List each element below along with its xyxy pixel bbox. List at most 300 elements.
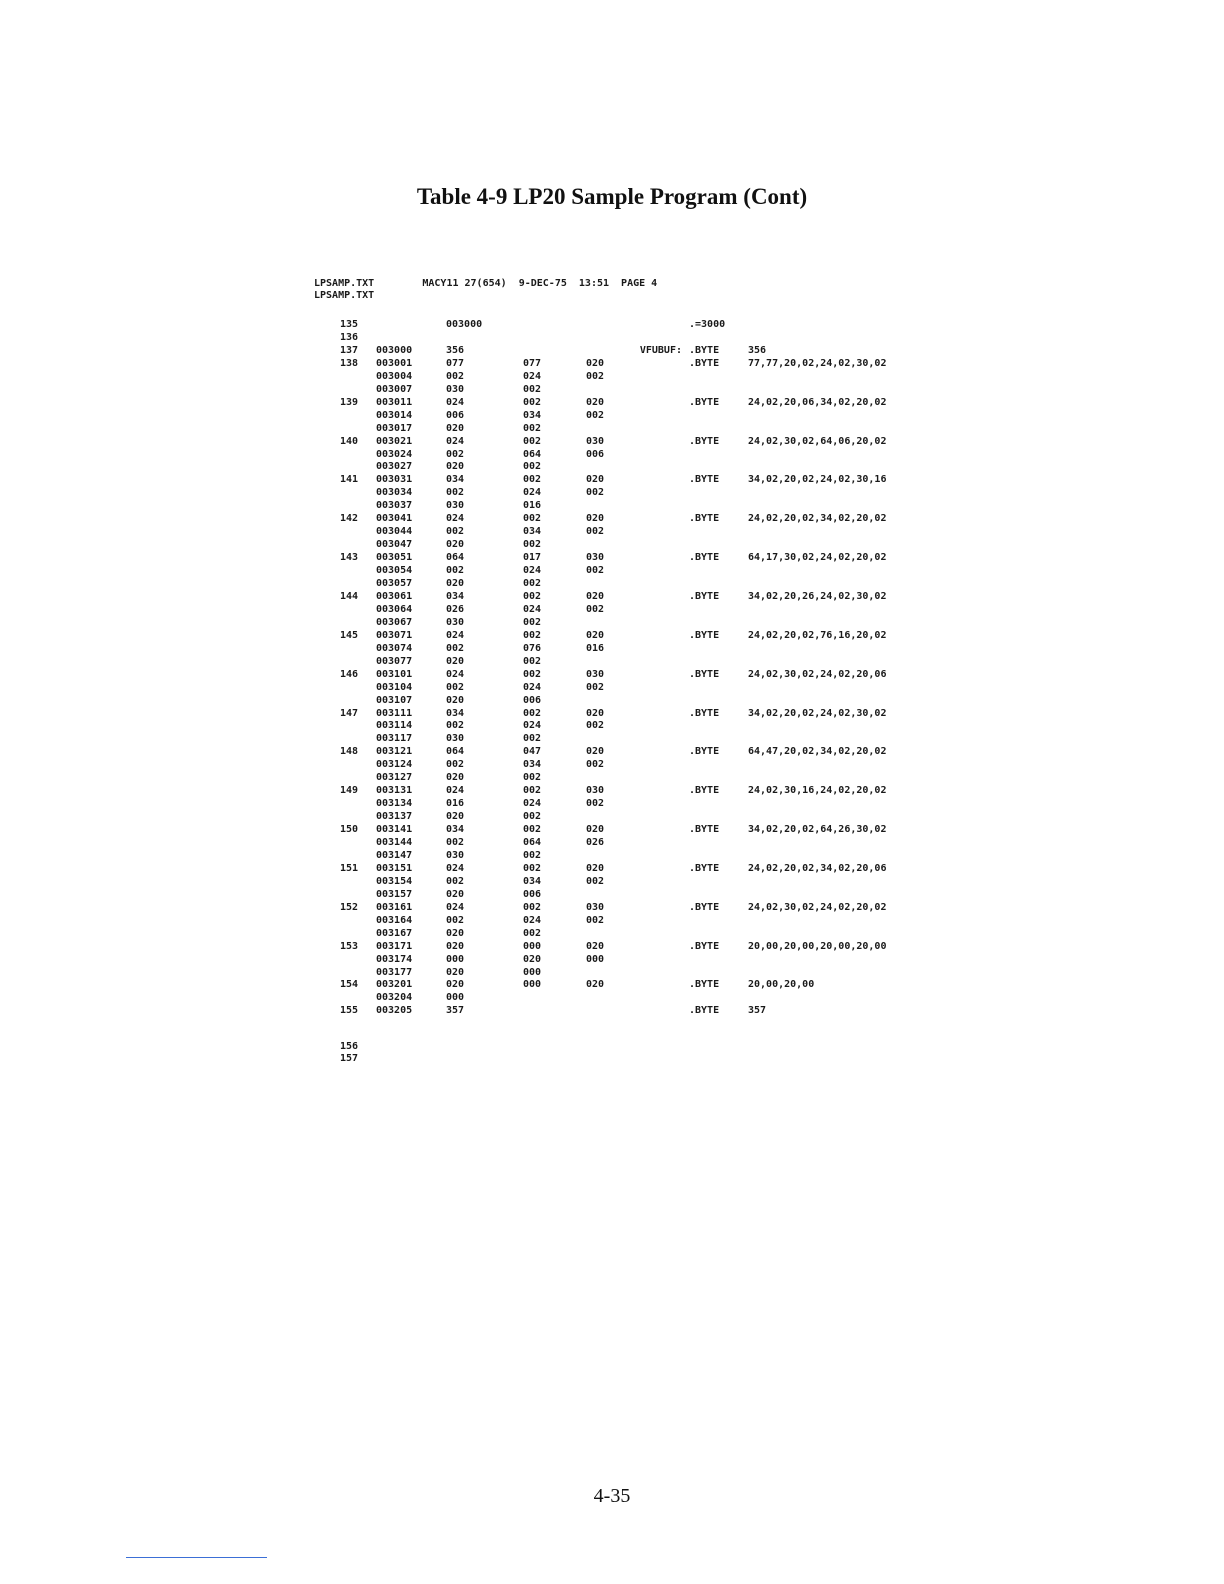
page-number: 4-35 bbox=[593, 1485, 631, 1507]
listing-byte-2: 024 bbox=[523, 798, 542, 810]
listing-operand: 20,00,20,00,20,00,20,00 bbox=[748, 940, 887, 952]
listing-byte-2: 002 bbox=[523, 590, 542, 602]
listing-directive: .BYTE bbox=[689, 862, 720, 874]
listing-directive: .BYTE bbox=[689, 940, 720, 952]
listing-byte-1: 002 bbox=[446, 487, 465, 499]
listing-address: 003054 bbox=[376, 565, 413, 577]
listing-row bbox=[314, 331, 934, 344]
listing-operand: 24,02,20,02,34,02,20,02 bbox=[748, 513, 887, 525]
listing-address: 003074 bbox=[376, 642, 413, 654]
listing-byte-3: 020 bbox=[586, 629, 605, 641]
listing-row bbox=[314, 953, 934, 966]
listing-line-number: 140 bbox=[339, 435, 358, 447]
listing-address: 003104 bbox=[376, 681, 413, 693]
listing-byte-1: 356 bbox=[446, 344, 465, 356]
listing-operand: 34,02,20,02,64,26,30,02 bbox=[748, 824, 887, 836]
listing-directive: .BYTE bbox=[689, 590, 720, 602]
listing-byte-1: 024 bbox=[446, 396, 465, 408]
listing-label: VFUBUF: bbox=[639, 344, 682, 356]
listing-byte-1: 002 bbox=[446, 875, 465, 887]
listing-byte-1: 030 bbox=[446, 500, 465, 512]
listing-address: 003127 bbox=[376, 772, 413, 784]
listing-directive: .BYTE bbox=[689, 629, 720, 641]
listing-operand: 34,02,20,26,24,02,30,02 bbox=[748, 590, 887, 602]
listing-row bbox=[314, 745, 934, 758]
listing-directive: .BYTE bbox=[689, 513, 720, 525]
listing-byte-2: 002 bbox=[523, 539, 542, 551]
listing-address: 003134 bbox=[376, 798, 413, 810]
listing-byte-1: 020 bbox=[446, 888, 465, 900]
listing-address: 003041 bbox=[376, 513, 413, 525]
listing-row bbox=[314, 318, 934, 331]
listing-byte-3: 002 bbox=[586, 487, 605, 499]
listing-operand: 24,02,20,02,34,02,20,06 bbox=[748, 862, 887, 874]
listing-byte-2: 076 bbox=[523, 642, 542, 654]
listing-byte-3: 030 bbox=[586, 785, 605, 797]
listing-row bbox=[314, 551, 934, 564]
listing-byte-2: 002 bbox=[523, 435, 542, 447]
listing-byte-1: 064 bbox=[446, 746, 465, 758]
listing-byte-3: 020 bbox=[586, 590, 605, 602]
listing-row bbox=[314, 642, 934, 655]
listing-address: 003077 bbox=[376, 655, 413, 667]
listing-row bbox=[314, 344, 934, 357]
listing-byte-1: 002 bbox=[446, 526, 465, 538]
listing-byte-1: 020 bbox=[446, 422, 465, 434]
listing-address: 003117 bbox=[376, 733, 413, 745]
listing-byte-1: 002 bbox=[446, 837, 465, 848]
listing-address: 003007 bbox=[376, 383, 413, 395]
listing-byte-2: 047 bbox=[523, 746, 542, 758]
listing-address: 003154 bbox=[376, 875, 413, 887]
listing-byte-2: 002 bbox=[523, 513, 542, 525]
listing-byte-3: 030 bbox=[586, 435, 605, 447]
listing-line-number: 138 bbox=[339, 357, 358, 369]
listing-byte-2: 002 bbox=[523, 901, 542, 913]
listing-byte-1: 020 bbox=[446, 927, 465, 939]
listing-row bbox=[314, 629, 934, 642]
listing-row bbox=[314, 538, 934, 551]
listing-address: 003051 bbox=[376, 552, 413, 564]
listing-header-line-2: LPSAMP.TXT bbox=[314, 290, 375, 301]
listing-byte-3: 002 bbox=[586, 875, 605, 887]
listing-row bbox=[314, 888, 934, 901]
listing-operand: 34,02,20,02,24,02,30,16 bbox=[748, 474, 887, 486]
listing-address: 003021 bbox=[376, 435, 413, 447]
listing-operand: 24,02,20,02,76,16,20,02 bbox=[748, 629, 887, 641]
listing-row bbox=[314, 901, 934, 914]
listing-byte-2: 034 bbox=[523, 759, 542, 771]
listing-row bbox=[314, 383, 934, 396]
listing-row bbox=[314, 409, 934, 422]
listing-byte-3: 020 bbox=[586, 824, 605, 836]
listing-byte-1: 024 bbox=[446, 629, 465, 641]
listing-address: 003047 bbox=[376, 539, 413, 551]
listing-byte-1: 024 bbox=[446, 862, 465, 874]
listing-byte-2: 000 bbox=[523, 979, 542, 991]
listing-byte-2: 064 bbox=[523, 837, 542, 848]
listing-byte-1: 020 bbox=[446, 539, 465, 551]
listing-byte-1: 002 bbox=[446, 448, 465, 460]
listing-line-number: 154 bbox=[339, 979, 358, 991]
listing-address: 003107 bbox=[376, 694, 413, 706]
listing-row bbox=[314, 823, 934, 836]
listing-address: 003034 bbox=[376, 487, 413, 499]
listing-address: 003004 bbox=[376, 370, 413, 382]
listing-byte-2: 064 bbox=[523, 448, 542, 460]
listing-byte-3: 002 bbox=[586, 681, 605, 693]
listing-operand: 24,02,30,02,24,02,20,06 bbox=[748, 668, 887, 680]
listing-byte-3: 020 bbox=[586, 707, 605, 719]
listing-address: 003201 bbox=[376, 979, 413, 991]
listing-byte-2: 002 bbox=[523, 862, 542, 874]
listing-address: 003014 bbox=[376, 409, 413, 421]
listing-row bbox=[314, 486, 934, 499]
listing-byte-3: 020 bbox=[586, 357, 605, 369]
listing-row bbox=[314, 875, 934, 888]
listing-operand: 24,02,30,02,64,06,20,02 bbox=[748, 435, 887, 447]
listing-operand: 24,02,30,16,24,02,20,02 bbox=[748, 785, 887, 797]
listing-line-number: 150 bbox=[339, 824, 358, 836]
listing-byte-1: 002 bbox=[446, 720, 465, 732]
listing-operand: 24,02,20,06,34,02,20,02 bbox=[748, 396, 887, 408]
listing-byte-1: 002 bbox=[446, 370, 465, 382]
listing-row bbox=[314, 914, 934, 927]
listing-byte-1: 034 bbox=[446, 824, 465, 836]
listing-address: 003147 bbox=[376, 849, 413, 861]
listing-operand: 77,77,20,02,24,02,30,02 bbox=[748, 357, 887, 369]
listing-line-number: 141 bbox=[339, 474, 358, 486]
listing-line-number: 152 bbox=[339, 901, 358, 913]
listing-directive: .BYTE bbox=[689, 344, 720, 356]
listing-address: 003205 bbox=[376, 1005, 413, 1017]
listing-line-number: 153 bbox=[339, 940, 358, 952]
listing-byte-3: 030 bbox=[586, 668, 605, 680]
listing-row bbox=[314, 590, 934, 603]
listing-address: 003141 bbox=[376, 824, 413, 836]
listing-directive: .BYTE bbox=[689, 668, 720, 680]
listing-byte-3: 000 bbox=[586, 953, 605, 965]
listing-directive: .BYTE bbox=[689, 901, 720, 913]
listing-byte-1: 024 bbox=[446, 785, 465, 797]
listing-byte-3: 002 bbox=[586, 798, 605, 810]
table-title: Table 4-9 LP20 Sample Program (Cont) bbox=[416, 184, 808, 209]
listing-address: 003171 bbox=[376, 940, 413, 952]
listing-directive: .BYTE bbox=[689, 396, 720, 408]
listing-address: 003064 bbox=[376, 603, 413, 615]
listing-row bbox=[314, 758, 934, 771]
listing-operand: 64,47,20,02,34,02,20,02 bbox=[748, 746, 887, 758]
listing-byte-2: 000 bbox=[523, 940, 542, 952]
listing-address: 003114 bbox=[376, 720, 413, 732]
listing-line-number: 143 bbox=[339, 552, 358, 564]
listing-address: 003067 bbox=[376, 616, 413, 628]
listing-address: 003037 bbox=[376, 500, 413, 512]
listing-byte-2: 002 bbox=[523, 383, 542, 395]
listing-byte-2: 016 bbox=[523, 500, 542, 512]
listing-address: 003137 bbox=[376, 811, 413, 823]
listing-address: 003000 bbox=[376, 344, 413, 356]
listing-address: 003177 bbox=[376, 966, 413, 978]
listing-row bbox=[314, 836, 934, 849]
listing-byte-2: 006 bbox=[523, 888, 542, 900]
listing-byte-1: 030 bbox=[446, 849, 465, 861]
listing-address: 003131 bbox=[376, 785, 413, 797]
listing-byte-2: 002 bbox=[523, 785, 542, 797]
listing-byte-3: 030 bbox=[586, 901, 605, 913]
listing-line-number: 137 bbox=[339, 344, 358, 356]
listing-byte-1: 020 bbox=[446, 979, 465, 991]
listing-byte-3: 002 bbox=[586, 370, 605, 382]
listing-row bbox=[314, 849, 934, 862]
listing-directive: .BYTE bbox=[689, 552, 720, 564]
listing-byte-3: 030 bbox=[586, 552, 605, 564]
listing-byte-1: 002 bbox=[446, 759, 465, 771]
listing-byte-2: 002 bbox=[523, 629, 542, 641]
listing-address: 003164 bbox=[376, 914, 413, 926]
listing-directive: .BYTE bbox=[689, 1005, 720, 1017]
listing-address: 003204 bbox=[376, 992, 413, 1004]
listing-row bbox=[314, 707, 934, 720]
listing-byte-3: 020 bbox=[586, 979, 605, 991]
listing-address: 003157 bbox=[376, 888, 413, 900]
footer-rule bbox=[126, 1557, 267, 1558]
listing-byte-2: 002 bbox=[523, 474, 542, 486]
listing-row bbox=[314, 357, 934, 370]
listing-byte-2: 002 bbox=[523, 733, 542, 745]
listing-byte-2: 002 bbox=[523, 927, 542, 939]
listing-byte-3: 020 bbox=[586, 513, 605, 525]
listing-byte-2: 002 bbox=[523, 655, 542, 667]
listing-line-number: 136 bbox=[339, 331, 358, 343]
listing-operand: 24,02,30,02,24,02,20,02 bbox=[748, 901, 887, 913]
listing-address: 003167 bbox=[376, 927, 413, 939]
listing-byte-1: 034 bbox=[446, 474, 465, 486]
listing-row bbox=[314, 784, 934, 797]
listing-byte-2: 034 bbox=[523, 526, 542, 538]
listing-byte-2: 002 bbox=[523, 707, 542, 719]
listing-row bbox=[314, 655, 934, 668]
listing-byte-1: 030 bbox=[446, 383, 465, 395]
listing-address: 003024 bbox=[376, 448, 413, 460]
listing-directive: .BYTE bbox=[689, 357, 720, 369]
listing-byte-2: 024 bbox=[523, 370, 542, 382]
listing-row bbox=[314, 422, 934, 435]
listing-byte-1: 064 bbox=[446, 552, 465, 564]
listing-line-number: 156 bbox=[339, 1041, 358, 1052]
listing-row bbox=[314, 694, 934, 707]
listing-operand: 20,00,20,00 bbox=[748, 979, 815, 991]
listing-byte-1: 006 bbox=[446, 409, 465, 421]
listing-byte-1: 034 bbox=[446, 590, 465, 602]
listing-address: 003121 bbox=[376, 746, 413, 758]
listing-byte-2: 017 bbox=[523, 552, 542, 564]
listing-byte-2: 002 bbox=[523, 849, 542, 861]
listing-operand: 357 bbox=[748, 1005, 767, 1017]
listing-byte-1: 002 bbox=[446, 642, 465, 654]
listing-row bbox=[314, 525, 934, 538]
listing-byte-1: 024 bbox=[446, 435, 465, 447]
listing-byte-1: 020 bbox=[446, 966, 465, 978]
listing-byte-3: 020 bbox=[586, 862, 605, 874]
listing-row bbox=[314, 966, 934, 979]
listing-row bbox=[314, 512, 934, 525]
listing-byte-1: 024 bbox=[446, 513, 465, 525]
listing-row bbox=[314, 499, 934, 512]
listing-address: 003161 bbox=[376, 901, 413, 913]
listing-line-number: 148 bbox=[339, 746, 358, 758]
listing-byte-1: 026 bbox=[446, 603, 465, 615]
listing-byte-1: 020 bbox=[446, 772, 465, 784]
listing-byte-2: 002 bbox=[523, 811, 542, 823]
listing-byte-2: 002 bbox=[523, 772, 542, 784]
listing-row bbox=[314, 564, 934, 577]
listing-byte-2: 002 bbox=[523, 461, 542, 473]
listing-row bbox=[314, 616, 934, 629]
listing-address: 003124 bbox=[376, 759, 413, 771]
listing-header-line-1: LPSAMP.TXT MACY11 27(654) 9-DEC-75 13:51 PAGE 4 bbox=[314, 278, 658, 289]
listing-row bbox=[314, 732, 934, 745]
listing-byte-1: 000 bbox=[446, 953, 465, 965]
listing-byte-2: 034 bbox=[523, 409, 542, 421]
listing-byte-1: 020 bbox=[446, 940, 465, 952]
listing-row bbox=[314, 927, 934, 940]
listing-directive: .BYTE bbox=[689, 707, 720, 719]
listing-row bbox=[314, 668, 934, 681]
listing-operand: 356 bbox=[748, 344, 767, 356]
listing-byte-2: 024 bbox=[523, 565, 542, 577]
listing-byte-1: 024 bbox=[446, 668, 465, 680]
listing-byte-3: 002 bbox=[586, 720, 605, 732]
listing-byte-1: 077 bbox=[446, 357, 465, 369]
listing-operand: 64,17,30,02,24,02,20,02 bbox=[748, 552, 887, 564]
listing-byte-2: 034 bbox=[523, 875, 542, 887]
listing-address: 003057 bbox=[376, 578, 413, 589]
listing-row bbox=[314, 681, 934, 694]
listing-row bbox=[314, 603, 934, 616]
listing-address: 003044 bbox=[376, 526, 413, 538]
listing-row bbox=[314, 719, 934, 732]
listing-line-number: 142 bbox=[339, 513, 358, 525]
listing-row bbox=[314, 940, 934, 953]
listing-line-number: 145 bbox=[339, 629, 358, 641]
listing-row bbox=[314, 460, 934, 473]
listing-line-number: 147 bbox=[339, 707, 358, 719]
listing-line-number: 146 bbox=[339, 668, 358, 680]
listing-byte-2: 024 bbox=[523, 603, 542, 615]
listing-byte-3: 002 bbox=[586, 914, 605, 926]
listing-byte-1: 020 bbox=[446, 461, 465, 473]
listing-row bbox=[314, 862, 934, 875]
listing-directive: .BYTE bbox=[689, 435, 720, 447]
listing-directive: .=3000 bbox=[689, 319, 726, 330]
listing-byte-1: 020 bbox=[446, 694, 465, 706]
listing-line-number: 157 bbox=[339, 1053, 358, 1064]
listing-byte-3: 020 bbox=[586, 746, 605, 758]
listing-row bbox=[314, 797, 934, 810]
listing-address: 003174 bbox=[376, 953, 413, 965]
listing-row bbox=[314, 1052, 934, 1065]
listing-address: 003001 bbox=[376, 357, 413, 369]
listing-row bbox=[314, 1004, 934, 1017]
listing-byte-3: 002 bbox=[586, 603, 605, 615]
listing-line-number: 155 bbox=[339, 1005, 358, 1017]
listing-address: 003144 bbox=[376, 837, 413, 848]
listing-byte-2: 024 bbox=[523, 681, 542, 693]
listing-byte-3: 002 bbox=[586, 759, 605, 771]
listing-line-number: 144 bbox=[339, 590, 358, 602]
listing-directive: .BYTE bbox=[689, 746, 720, 758]
listing-address: 003061 bbox=[376, 590, 413, 602]
listing-byte-2: 020 bbox=[523, 953, 542, 965]
listing-byte-1: 002 bbox=[446, 914, 465, 926]
listing-byte-2: 000 bbox=[523, 966, 542, 978]
listing-byte-2: 024 bbox=[523, 720, 542, 732]
listing-line-number: 149 bbox=[339, 785, 358, 797]
listing-byte-3: 016 bbox=[586, 642, 605, 654]
listing-byte-1: 034 bbox=[446, 707, 465, 719]
listing-line-number: 151 bbox=[339, 862, 358, 874]
listing-byte-3: 006 bbox=[586, 448, 605, 460]
listing-address: 003111 bbox=[376, 707, 413, 719]
listing-byte-1: 020 bbox=[446, 578, 465, 589]
listing-byte-3: 020 bbox=[586, 940, 605, 952]
listing-byte-1: 003000 bbox=[446, 319, 483, 330]
listing-row bbox=[314, 396, 934, 409]
listing-row bbox=[314, 370, 934, 383]
listing-row bbox=[314, 473, 934, 486]
listing-directive: .BYTE bbox=[689, 824, 720, 836]
listing-row bbox=[314, 435, 934, 448]
listing-directive: .BYTE bbox=[689, 474, 720, 486]
listing-directive: .BYTE bbox=[689, 785, 720, 797]
listing-operand: 34,02,20,02,24,02,30,02 bbox=[748, 707, 887, 719]
listing-byte-3: 002 bbox=[586, 565, 605, 577]
listing-byte-3: 020 bbox=[586, 396, 605, 408]
listing-row bbox=[314, 978, 934, 991]
listing-byte-3: 020 bbox=[586, 474, 605, 486]
listing-row bbox=[314, 448, 934, 461]
listing-byte-2: 002 bbox=[523, 396, 542, 408]
listing-address: 003151 bbox=[376, 862, 413, 874]
listing-byte-1: 030 bbox=[446, 616, 465, 628]
listing-byte-1: 024 bbox=[446, 901, 465, 913]
listing-address: 003031 bbox=[376, 474, 413, 486]
listing-byte-2: 002 bbox=[523, 824, 542, 836]
listing-byte-2: 006 bbox=[523, 694, 542, 706]
listing-byte-1: 002 bbox=[446, 681, 465, 693]
listing-byte-2: 002 bbox=[523, 668, 542, 680]
listing-byte-2: 024 bbox=[523, 914, 542, 926]
listing-row bbox=[314, 771, 934, 784]
listing-byte-1: 020 bbox=[446, 811, 465, 823]
listing-byte-1: 020 bbox=[446, 655, 465, 667]
listing-address: 003101 bbox=[376, 668, 413, 680]
listing-byte-1: 016 bbox=[446, 798, 465, 810]
listing-address: 003027 bbox=[376, 461, 413, 473]
listing-address: 003017 bbox=[376, 422, 413, 434]
listing-byte-1: 030 bbox=[446, 733, 465, 745]
listing-byte-3: 002 bbox=[586, 409, 605, 421]
listing-line-number: 139 bbox=[339, 396, 358, 408]
listing-row bbox=[314, 577, 934, 590]
listing-byte-1: 000 bbox=[446, 992, 465, 1004]
listing-byte-2: 002 bbox=[523, 578, 542, 589]
listing-byte-2: 024 bbox=[523, 487, 542, 499]
listing-address: 003011 bbox=[376, 396, 413, 408]
listing-row bbox=[314, 991, 934, 1004]
listing-byte-3: 002 bbox=[586, 526, 605, 538]
